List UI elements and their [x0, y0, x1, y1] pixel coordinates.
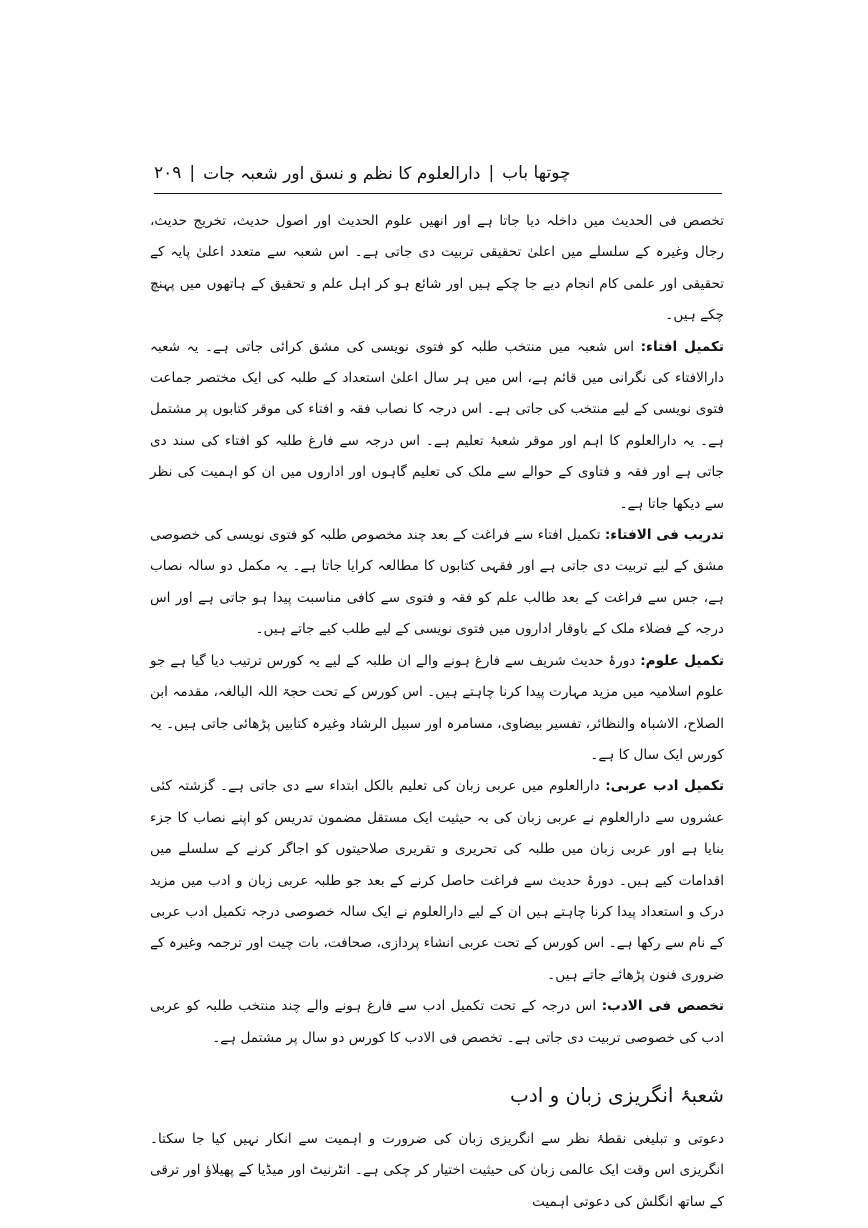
paragraph-heading: تکمیل افتاء: — [640, 338, 724, 355]
paragraph-body: تکمیل افتاء سے فراغت کے بعد چند مخصوص طلبہ کو فتوی نویسی کی خصوصی مشق کے لیے تربیت دی جاتی ہے اور فقہی کتابوں کا مطالعہ کرایا جاتا ہے۔ یہ مکمل دو سالہ نصاب ہے، جس سے فراغت کے بعد طالب علم کو فقہ و فتوی سے کافی مناسبت پیدا ہو جاتی ہے اور اس درجہ کے فضلاء ملک کے باوقار اداروں میں فتوی نویسی کے لیے طلب کیے جاتے ہیں۔ — [150, 527, 724, 638]
paragraph — [150, 991, 724, 1054]
header-separator: | — [189, 163, 196, 183]
section-paragraph: دعوتی و تبلیغی نقطۂ نظر سے انگریزی زبان کی ضرورت و اہمیت سے انکار نہیں کیا جا سکتا۔ انگریزی اس وقت ایک عالمی زبان کی حیثیت اختیار کر چکی ہے۔ انٹرنیٹ اور میڈیا کے پھیلاؤ اور ترقی کے ساتھ انگلش کی دعوتی اہمیت — [150, 1130, 724, 1210]
running-header — [154, 158, 722, 188]
chapter-label: چوتھا باب — [502, 163, 571, 183]
paragraph — [150, 646, 724, 772]
paragraph-heading: تکمیل ادب عربی: — [605, 778, 724, 795]
page-number: ۲۰۹ — [154, 163, 182, 183]
paragraph — [150, 206, 724, 332]
paragraph-body: اس درجہ کے تحت تکمیل ادب سے فارغ ہونے والے چند منتخب طلبہ کو عربی ادب کی خصوصی تربیت دی جاتی ہے۔ تخصص فی الادب کا کورس دو سال پر مشتمل ہے۔ — [150, 998, 724, 1046]
paragraph-body: دارالعلوم میں عربی زبان کی تعلیم بالکل ابتداء سے دی جاتی ہے۔ گزشتہ کئی عشروں سے دارالعلوم نے عربی زبان کی بہ حیثیت ایک مستقل مضمون تدریس کو اپنے نصاب کا جزء بنایا ہے اور عربی زبان میں طلبہ کی تحریری و تقریری صلاحیتوں کو اجاگر کرنے کے سلسلے میں اقدامات کیے ہیں۔ دورۂ حدیث سے فراغت حاصل کرنے کے بعد جو طلبہ عربی زبان و ادب میں مزید درک و استعداد پیدا کرنا چاہتے ہیں ان کے لیے دارالعلوم نے ایک سالہ خصوصی درجہ تکمیل ادب عربی کے نام سے رکھا ہے۔ اس کورس کے تحت عربی انشاء پردازی، صحافت، بات چیت اور ترجمہ وغیرہ کے ضروری فنون پڑھائے جاتے ہیں۔ — [150, 778, 724, 983]
body-text — [150, 206, 724, 1218]
paragraph-heading: تخصص فی الادب: — [601, 998, 724, 1015]
paragraph-body: دورۂ حدیث شریف سے فارغ ہونے والے ان طلبہ کے لیے یہ کورس ترتیب دیا گیا ہے جو علوم اسلامیہ میں مزید مہارت پیدا کرنا چاہتے ہیں۔ اس کورس کے تحت حجۃ اللہ البالغہ، مقدمہ ابن الصلاح، الاشباہ والنظائر، تفسیر بیضاوی، مسامرہ اور سبیل الرشاد وغیرہ کتابیں پڑھائی جاتی ہیں۔ یہ کورس ایک سال کا ہے۔ — [150, 652, 724, 763]
topic-label: دارالعلوم کا نظم و نسق اور شعبہ جات — [203, 163, 481, 184]
paragraph-heading: تکمیل علوم: — [640, 652, 724, 669]
paragraph — [150, 771, 724, 991]
paragraph — [150, 520, 724, 646]
paragraph-body: اس شعبہ میں منتخب طلبہ کو فتوی نویسی کی مشق کرائی جاتی ہے۔ یہ شعبہ دارالافتاء کی نگرانی میں قائم ہے، اس میں ہر سال اعلیٰ استعداد کے طلبہ کی ایک مختصر جماعت فتوی نویسی کے لیے منتخب کی جاتی ہے۔ اس درجہ کا نصاب فقہ و افتاء کی موقر کتابوں پر مشتمل ہے۔ یہ دارالعلوم کا اہم اور موقر شعبۂ تعلیم ہے۔ اس درجہ سے فارغ طلبہ کو افتاء کی سند دی جاتی ہے اور فقہ و فتاوی کے حوالے سے ملک کی تعلیم گاہوں اور اداروں میں ان کو اہمیت کی نظر سے دیکھا جاتا ہے۔ — [150, 338, 724, 512]
paragraph — [150, 332, 724, 520]
header-rule — [154, 193, 722, 194]
paragraph-body: تخصص فی الحدیث میں داخلہ دیا جاتا ہے اور انھیں علوم الحدیث اور اصول حدیث، تخریج حدیث، رجال وغیرہ کے سلسلے میں اعلیٰ تحقیقی تربیت دی جاتی ہے۔ اس شعبہ سے متعدد اعلیٰ پایہ کے تحقیقی اور علمی کام انجام دیے جا چکے ہیں اور شائع ہو کر اہل علم و تحقیق کے ہاتھوں میں پہنچ چکے ہیں۔ — [150, 213, 724, 324]
paragraph-heading: تدریب فی الافتاء: — [604, 527, 724, 544]
section-title: شعبۂ انگریزی زبان و ادب — [509, 1082, 724, 1107]
header-separator: | — [488, 163, 495, 183]
